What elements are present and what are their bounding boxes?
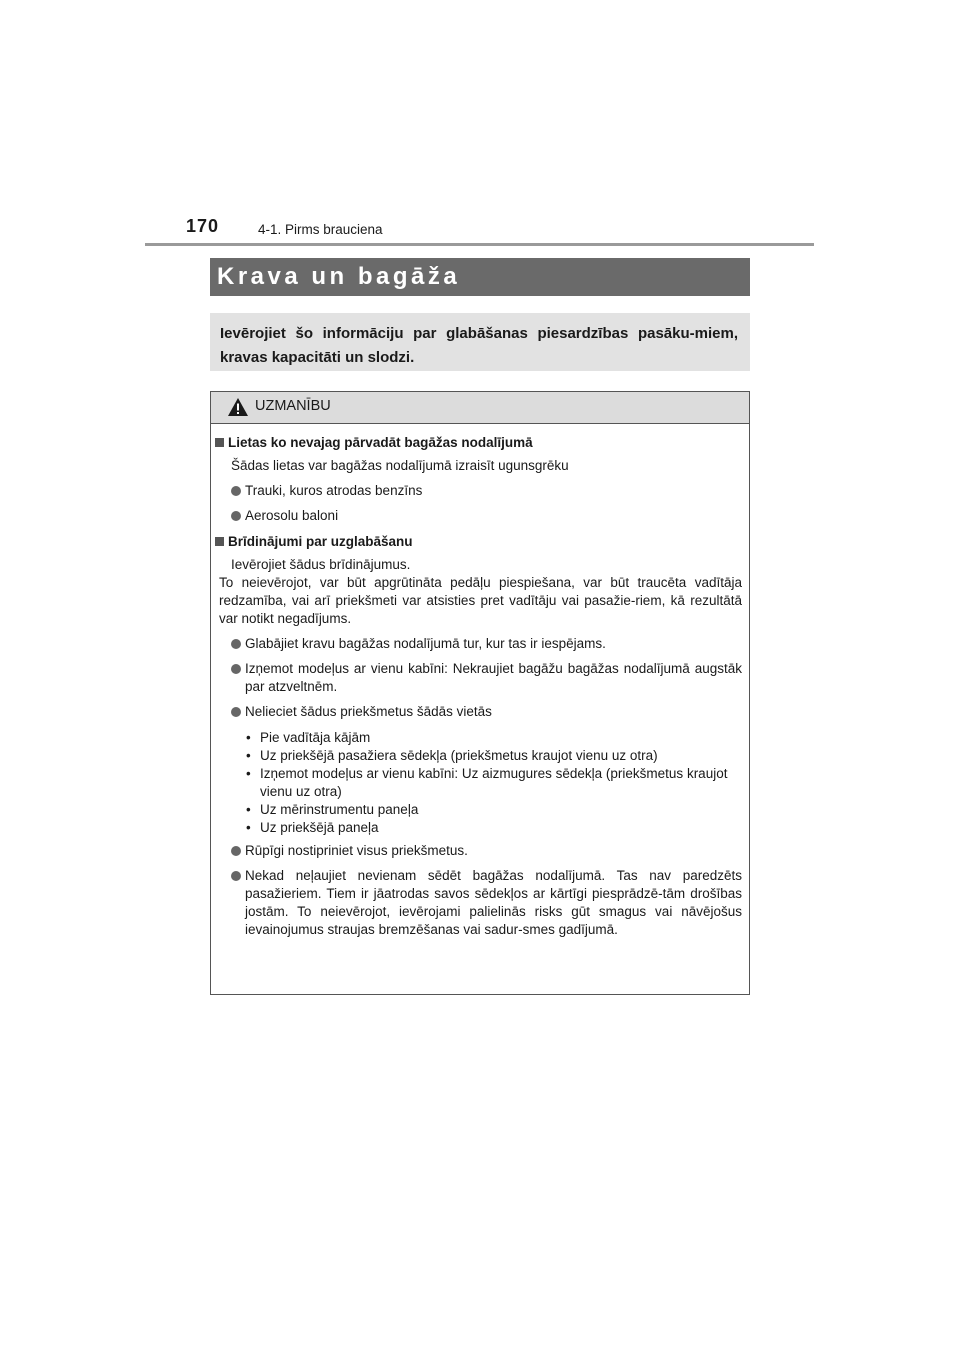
list-item: Trauki, kuros atrodas benzīns (215, 482, 742, 500)
warning-triangle-icon (227, 397, 249, 417)
list-item: Nelieciet šādus priekšmetus šādās vietās (215, 703, 742, 721)
list-item: Aerosolu baloni (215, 507, 742, 525)
section-heading-storage-warnings: Brīdinājumi par uzglabāšanu (215, 533, 742, 551)
round-bullet-icon (231, 511, 241, 521)
sub-list-item: • Uz mērinstrumentu paneļa (246, 802, 419, 817)
round-bullet-icon (231, 486, 241, 496)
round-bullet-icon (231, 664, 241, 674)
list-item: Izņemot modeļus ar vienu kabīni: Nekraujiet bagāžu bagāžas nodalījumā augstāk par atzveltnēm. (215, 660, 742, 696)
page-number: 170 (186, 216, 220, 236)
round-bullet-icon (231, 707, 241, 717)
sub-list-item: • Uz priekšējā paneļa (246, 820, 379, 835)
round-bullet-icon (231, 846, 241, 856)
header-rule (145, 243, 814, 246)
paragraph: To neievērojot, var būt apgrūtināta pedāļu piespiešana, var būt traucēta vadītāja redzamība, vai arī priekšmeti var atsisties pret vadītāju vai pasažie-riem, kā rezultātā var notikt negadījums. (219, 575, 742, 626)
list-item: Glabājiet kravu bagāžas nodalījumā tur, kur tas ir iespējams. (215, 635, 742, 653)
sub-list-item: • Izņemot modeļus ar vienu kabīni: Uz aizmugures sēdekļa (priekšmetus kraujot vienu uz otra) (246, 766, 728, 799)
sub-list-item: • Uz priekšējā pasažiera sēdekļa (priekšmetus kraujot vienu uz otra) (246, 748, 658, 763)
caution-header (211, 392, 749, 424)
round-bullet-icon (231, 871, 241, 881)
paragraph: Ievērojiet šādus brīdinājumus. (231, 557, 411, 572)
square-bullet-icon (215, 537, 224, 546)
sub-list-item: • Pie vadītāja kājām (246, 730, 371, 745)
page-title: Krava un bagāža (210, 258, 750, 296)
square-bullet-icon (215, 438, 224, 447)
list-item: Nekad neļaujiet nevienam sēdēt bagāžas nodalījumā. Tas nav paredzēts pasažieriem. Tiem ir jāatrodas savos sēdekļos ar kārtīgi piesprādzē-tām drošības jostām. To neievērojot, ievērojami palielinās risks gūt smagus vai nāvējošus ievainojumus straujas bremzēšanas vai sadur-smes gadījumā. (215, 867, 742, 939)
intro-box: Ievērojiet šo informāciju par glabāšanas piesardzības pasāku-miem, kravas kapacitāti un slodzi. (210, 313, 750, 371)
section-heading-storage-items: Lietas ko nevajag pārvadāt bagāžas nodalījumā (215, 434, 742, 452)
section-label: 4-1. Pirms brauciena (258, 222, 383, 237)
list-item: Rūpīgi nostipriniet visus priekšmetus. (215, 842, 742, 860)
caution-body (211, 424, 749, 939)
caution-title: UZMANĪBU (255, 398, 331, 414)
caution-box (210, 391, 750, 995)
round-bullet-icon (231, 639, 241, 649)
paragraph: Šādas lietas var bagāžas nodalījumā izraisīt ugunsgrēku (231, 458, 569, 473)
